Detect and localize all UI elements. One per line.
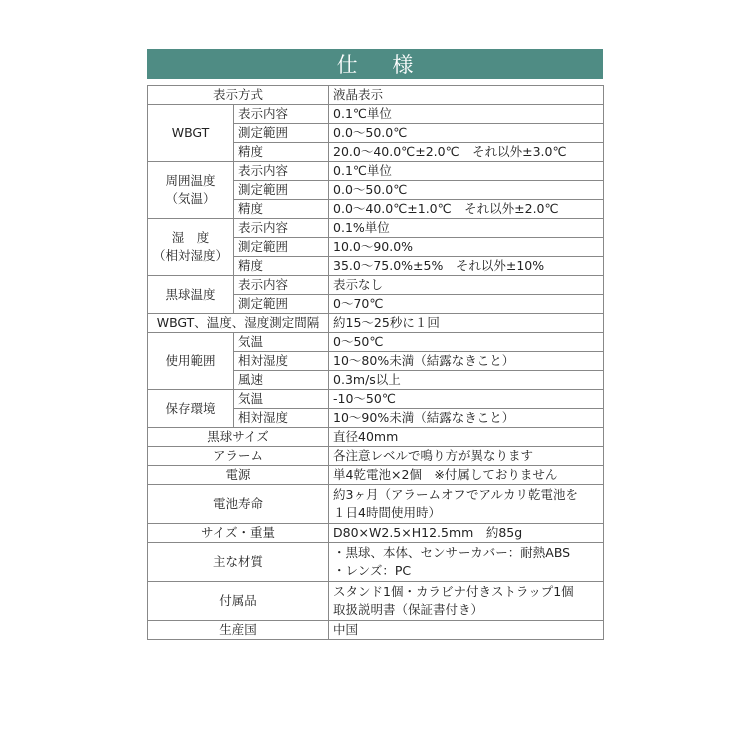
table-row [148,543,604,582]
table-row [148,86,604,105]
spec-title: 仕 様 [147,49,603,79]
row-value [329,485,604,524]
row-label: 表示方式 [148,86,329,105]
row-value [329,582,604,621]
row-label: サイズ・重量 [148,524,329,543]
table-row [148,276,604,295]
row-label: 黒球サイズ [148,428,329,447]
sub-label: 精度 [234,143,329,162]
row-value: 直径40mm [329,428,604,447]
value-line: スタンド1個・カラビナ付きストラップ1個 [333,584,574,599]
sub-label: 相対湿度 [234,352,329,371]
row-value [329,543,604,582]
table-row [148,428,604,447]
value-line: １日4時間使用時） [333,505,441,520]
row-label: 電池寿命 [148,485,329,524]
row-label: WBGT、温度、湿度測定間隔 [148,314,329,333]
row-value: 35.0～75.0%±5% それ以外±10% [329,257,604,276]
row-value: 0.0～50.0℃ [329,181,604,200]
sub-label: 表示内容 [234,219,329,238]
label-line: （相対湿度） [152,248,228,263]
sub-label: 測定範囲 [234,124,329,143]
row-value: 表示なし [329,276,604,295]
row-label [148,219,234,276]
table-row [148,105,604,124]
sub-label: 表示内容 [234,105,329,124]
row-value: 10.0～90.0% [329,238,604,257]
table-row [148,333,604,352]
table-row [148,466,604,485]
sub-label: 気温 [234,390,329,409]
sub-label: 表示内容 [234,276,329,295]
sub-label: 測定範囲 [234,295,329,314]
row-label: 電源 [148,466,329,485]
table-row [148,582,604,621]
row-value: 0.3m/s以上 [329,371,604,390]
row-value: 各注意レベルで鳴り方が異なります [329,447,604,466]
value-line: ・黒球、本体、センサーカバー：耐熱ABS [333,545,571,560]
row-label: 主な材質 [148,543,329,582]
value-line: 約3ヶ月（アラームオフでアルカリ乾電池を [333,487,578,502]
row-value: 単4乾電池×2個 ※付属しておりません [329,466,604,485]
row-label: 黒球温度 [148,276,234,314]
row-value: 10～80%未満（結露なきこと） [329,352,604,371]
row-value: 0.0～50.0℃ [329,124,604,143]
row-value: 0～70℃ [329,295,604,314]
table-row [148,447,604,466]
row-label: 生産国 [148,621,329,640]
table-row [148,219,604,238]
value-line: 取扱説明書（保証書付き） [333,602,484,617]
row-label [148,162,234,219]
row-value: 10～90%未満（結露なきこと） [329,409,604,428]
row-value: 0～50℃ [329,333,604,352]
table-row [148,524,604,543]
table-row [148,621,604,640]
row-value: 0.1℃単位 [329,162,604,181]
sub-label: 気温 [234,333,329,352]
value-line: ・レンズ：PC [333,563,412,578]
label-line: 周囲温度 [165,173,216,188]
row-value: 中国 [329,621,604,640]
row-label: 使用範囲 [148,333,234,390]
sub-label: 精度 [234,257,329,276]
spec-table [147,85,604,640]
row-value: 0.1%単位 [329,219,604,238]
row-label: WBGT [148,105,234,162]
table-row [148,485,604,524]
row-value: D80×W2.5×H12.5mm 約85g [329,524,604,543]
row-label: 保存環境 [148,390,234,428]
sub-label: 風速 [234,371,329,390]
row-value: -10～50℃ [329,390,604,409]
sub-label: 表示内容 [234,162,329,181]
row-label: 付属品 [148,582,329,621]
table-row [148,314,604,333]
row-value: 0.0～40.0℃±1.0℃ それ以外±2.0℃ [329,200,604,219]
row-value: 約15～25秒に１回 [329,314,604,333]
row-value: 液晶表示 [329,86,604,105]
label-line: （気温） [165,191,216,206]
sub-label: 測定範囲 [234,181,329,200]
sub-label: 精度 [234,200,329,219]
table-row [148,162,604,181]
sub-label: 相対湿度 [234,409,329,428]
sub-label: 測定範囲 [234,238,329,257]
row-value: 0.1℃単位 [329,105,604,124]
row-label: アラーム [148,447,329,466]
table-row [148,390,604,409]
label-line: 湿 度 [171,230,210,245]
row-value: 20.0～40.0℃±2.0℃ それ以外±3.0℃ [329,143,604,162]
